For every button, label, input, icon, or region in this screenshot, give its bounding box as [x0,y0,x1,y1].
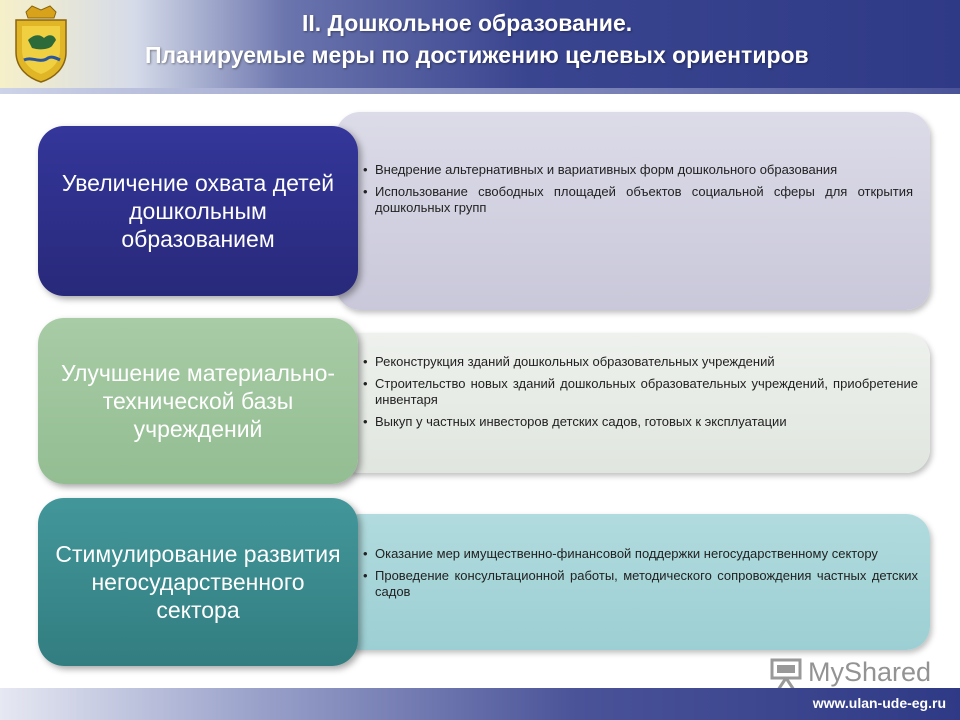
page-title-line-2: Планируемые меры по достижению целевых ориентиров [145,42,809,68]
page-title-line-1: II. Дошкольное образование. [302,10,633,36]
list-item: • Проведение консультационной работы, методического сопровождения частных детских садов [363,568,918,600]
measures-list-private-sector [363,546,918,606]
list-item: • Внедрение альтернативных и вариативных форм дошкольного образования [363,162,913,178]
list-item: • Реконструкция зданий дошкольных образовательных учреждений [363,354,918,370]
list-item: • Использование свободных площадей объектов социальной сферы для открытия дошкольных групп [363,184,913,216]
list-item: • Строительство новых зданий дошкольных образовательных учреждений, приобретение инвентаря [363,376,918,408]
watermark-text: MyShared [808,657,932,687]
myshared-watermark [768,656,938,692]
header-banner [0,0,960,88]
goal-label-coverage: Увеличение охвата детей дошкольным образованием [38,126,358,296]
footer-url: www.ulan-ude-eg.ru [812,695,946,711]
coat-of-arms-icon [10,4,72,84]
presentation-board-icon [768,656,804,692]
header-divider [0,88,960,94]
measures-list-coverage [363,162,913,222]
goal-label-private-sector: Стимулирование развития негосударственного сектора [38,498,358,666]
list-item: • Выкуп у частных инвесторов детских садов, готовых к эксплуатации [363,414,918,430]
goal-label-infrastructure: Улучшение материально-технической базы учреждений [38,318,358,484]
measures-list-infrastructure [363,354,918,436]
list-item: • Оказание мер имущественно-финансовой поддержки негосударственному сектору [363,546,918,562]
